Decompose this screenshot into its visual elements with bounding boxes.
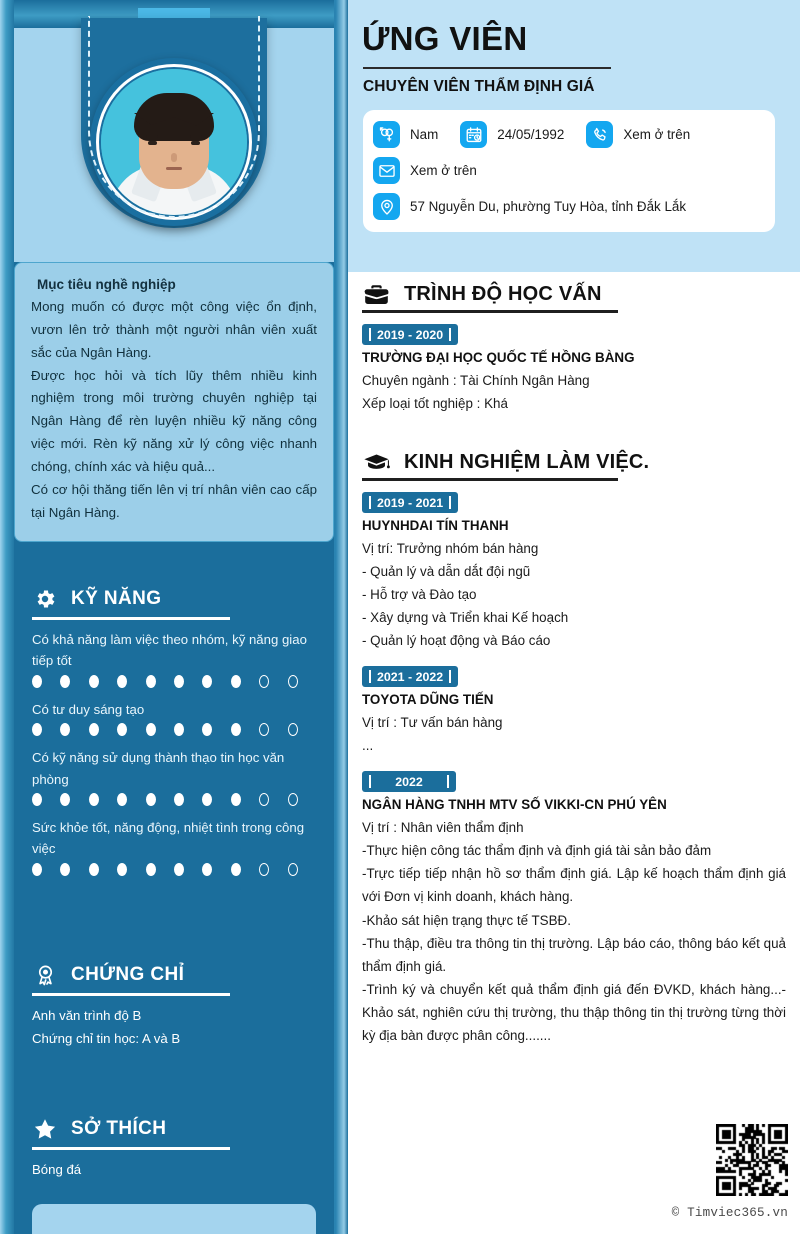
skill-rating (32, 723, 316, 736)
rating-dot-filled (117, 793, 127, 806)
date-badge (362, 492, 458, 513)
rating-dot-filled (89, 863, 99, 876)
skill-rating (32, 793, 316, 806)
rating-dot-filled (89, 793, 99, 806)
contact-email (373, 157, 477, 184)
rating-dot-empty (288, 863, 298, 876)
photo-area (14, 0, 334, 262)
experience-header (362, 450, 786, 474)
rating-dot-empty (259, 723, 269, 736)
rating-dot-empty (288, 793, 298, 806)
rating-dot-filled (89, 675, 99, 688)
rating-dot-filled (231, 863, 241, 876)
award-medal-icon (32, 962, 58, 988)
badge-bar (449, 328, 451, 341)
briefcase-icon (362, 282, 390, 306)
skill-label: Sức khỏe tốt, năng động, nhiệt tình trong công việc (32, 819, 305, 857)
organization-name: NGÂN HÀNG TNHH MTV SỐ VIKKI-CN PHÚ YÊN (362, 797, 667, 813)
entry-line: Chuyên ngành : Tài Chính Ngân Hàng (362, 373, 590, 388)
contact-row (373, 193, 765, 220)
skill-rating (32, 863, 316, 876)
rating-dot-empty (288, 675, 298, 688)
rating-dot-filled (146, 675, 156, 688)
sidebar (0, 0, 348, 1234)
skill-rating (32, 675, 316, 688)
entry-line: ... (362, 738, 374, 754)
date-badge (362, 324, 458, 345)
rating-dot-filled (32, 723, 42, 736)
timeline-entry (362, 492, 786, 652)
contact-phone (586, 121, 690, 148)
header-panel (348, 0, 800, 272)
entry-line: - Hỗ trợ và Đào tạo (362, 587, 477, 603)
education-list (362, 324, 786, 415)
rating-dot-filled (202, 793, 212, 806)
skills-section (14, 586, 334, 887)
rating-dot-empty (288, 723, 298, 736)
objective-paragraph: Được học hỏi và tích lũy thêm nhiều kinh nghiệm trong môi trường chuyên nghiệp tại Ngân Hàng để rèn luyện nhiều kỹ năng công việc mới. Rèn kỹ năng xử lý công việc nhanh chóng, chính xác và hiệu quả... (31, 367, 317, 475)
mail-icon (373, 157, 400, 184)
rating-dot-filled (32, 793, 42, 806)
rating-dot-empty (259, 675, 269, 688)
badge-bar (449, 496, 451, 509)
certificate-item: Chứng chỉ tin học: A và B (32, 1030, 181, 1046)
badge-stitching (88, 16, 260, 218)
contact-row (373, 157, 765, 184)
gear-icon (32, 586, 58, 612)
career-objective-card (14, 262, 334, 542)
entry-line: -Trình ký và chuyển kết quả thẩm định giá đến ĐVKD, khách hàng...-Khảo sát, nghiên cứu thị trường, thu thập thông tin thị trường từng thời kỳ địa bàn được phân công....... (362, 981, 786, 1043)
certificates-title: CHỨNG CHỈ (71, 964, 185, 985)
rating-dot-filled (174, 675, 184, 688)
phone-value: Xem ở trên (623, 127, 691, 142)
contact-card (363, 110, 775, 232)
entry-line: Vị trí : Tư vấn bán hàng (362, 715, 503, 731)
rating-dot-filled (117, 723, 127, 736)
timeline-entry (362, 771, 786, 1046)
contact-row (373, 121, 765, 148)
star-icon (32, 1116, 58, 1142)
email-value: Xem ở trên (410, 163, 477, 178)
rating-dot-filled (202, 723, 212, 736)
contact-birthday (460, 121, 564, 148)
date-range: 2019 - 2020 (377, 327, 444, 342)
hobbies-list (32, 1159, 316, 1181)
rating-dot-filled (231, 723, 241, 736)
title-divider (363, 67, 611, 69)
contact-address (373, 193, 686, 220)
date-range: 2019 - 2021 (377, 495, 444, 510)
certificates-list (32, 1005, 316, 1050)
rating-dot-filled (60, 723, 70, 736)
education-section (362, 282, 786, 415)
education-title: TRÌNH ĐỘ HỌC VẤN (404, 282, 602, 305)
rating-dot-filled (32, 675, 42, 688)
birthday-value: 24/05/1992 (497, 127, 565, 142)
rating-dot-filled (60, 793, 70, 806)
skills-title: KỸ NĂNG (71, 588, 162, 609)
rating-dot-filled (146, 863, 156, 876)
hobbies-header (32, 1116, 316, 1142)
entry-line: -Trực tiếp tiếp nhận hồ sơ thẩm định giá. Lập kế hoạch thẩm định giá với Đơn vị kinh doanh, khách hàng. (362, 866, 786, 905)
qr-code-wrap (716, 1124, 788, 1196)
rating-dot-filled (231, 675, 241, 688)
skill-label: Có kỹ năng sử dụng thành thạo tin học văn phòng (32, 750, 285, 787)
rating-dot-empty (259, 863, 269, 876)
bottom-placeholder-card (32, 1204, 316, 1234)
phone-icon (586, 121, 613, 148)
experience-title: KINH NGHIỆM LÀM VIỆC. (404, 450, 650, 473)
entry-line: -Khảo sát hiện trạng thực tế TSBĐ. (362, 912, 571, 928)
rating-dot-filled (202, 863, 212, 876)
rating-dot-filled (117, 863, 127, 876)
entry-line: Xếp loại tốt nghiệp : Khá (362, 396, 508, 412)
badge-bar (447, 775, 449, 788)
rating-dot-filled (231, 793, 241, 806)
entry-line: -Thực hiện công tác thẩm định và định giá tài sản bảo đảm (362, 843, 712, 859)
entry-line: - Quản lý hoạt động và Báo cáo (362, 633, 551, 649)
rating-dot-filled (146, 793, 156, 806)
badge-bar (449, 670, 451, 683)
experience-list (362, 492, 786, 1047)
organization-name: TRƯỜNG ĐẠI HỌC QUỐC TẾ HỒNG BÀNG (362, 350, 635, 365)
objective-title: Mục tiêu nghề nghiệp (37, 277, 176, 292)
organization-name: HUYNHDAI TÍN THANH (362, 518, 509, 533)
rating-dot-filled (146, 723, 156, 736)
organization-name: TOYOTA DŨNG TIẾN (362, 692, 494, 708)
objective-paragraph: Có cơ hội thăng tiến lên vị trí nhân viên cao cấp tại Ngân Hàng. (31, 481, 317, 520)
location-pin-icon (373, 193, 400, 220)
skills-header (32, 586, 316, 612)
skills-divider (32, 617, 230, 620)
gender-icon (373, 121, 400, 148)
rating-dot-filled (202, 675, 212, 688)
date-range: 2021 - 2022 (377, 669, 444, 684)
education-divider (362, 310, 618, 313)
rating-dot-empty (259, 793, 269, 806)
rating-dot-filled (174, 863, 184, 876)
skill-label: Có tư duy sáng tạo (32, 701, 145, 717)
date-badge (362, 666, 458, 687)
experience-section (362, 450, 786, 1047)
gender-value: Nam (410, 127, 439, 142)
entry-line: - Quản lý và dẫn dắt đội ngũ (362, 564, 531, 580)
qr-code (716, 1124, 788, 1196)
rating-dot-filled (174, 723, 184, 736)
certificates-header (32, 962, 316, 988)
entry-line: Vị trí : Nhân viên thẩm định (362, 820, 524, 836)
entry-line: -Thu thập, điều tra thông tin thị trường. Lập báo cáo, thông báo kết quả thẩm định giá. (362, 935, 786, 974)
rating-dot-filled (60, 863, 70, 876)
skill-label: Có khả năng làm việc theo nhóm, kỹ năng giao tiếp tốt (32, 632, 307, 669)
job-title: CHUYÊN VIÊN THẨM ĐỊNH GIÁ (363, 78, 595, 95)
hobbies-divider (32, 1147, 230, 1150)
date-badge (362, 771, 456, 792)
date-range: 2022 (395, 774, 423, 789)
hobby-item: Bóng đá (32, 1162, 82, 1177)
rating-dot-filled (60, 675, 70, 688)
certificates-divider (32, 993, 230, 996)
experience-divider (362, 478, 618, 481)
page-title: ỨNG VIÊN (362, 20, 528, 57)
calendar-clock-icon (460, 121, 487, 148)
education-header (362, 282, 786, 306)
entry-line: Vị trí: Trưởng nhóm bán hàng (362, 541, 539, 556)
footer-credit: © Timviec365.vn (671, 1206, 788, 1220)
timeline-entry (362, 666, 786, 757)
timeline-entry (362, 324, 786, 415)
hobbies-section (14, 1116, 334, 1181)
objective-paragraph: Mong muốn có được một công việc ổn định, vươn lên trở thành một người nhân viên xuất sắc của Ngân Hàng. (31, 299, 317, 360)
main-column (348, 0, 800, 1234)
rating-dot-filled (89, 723, 99, 736)
address-value: 57 Nguyễn Du, phường Tuy Hòa, tỉnh Đắk Lắk (410, 199, 687, 214)
skills-list (32, 629, 316, 876)
rating-dot-filled (32, 863, 42, 876)
rating-dot-filled (174, 793, 184, 806)
contact-gender (373, 121, 438, 148)
entry-line: - Xây dựng và Triển khai Kế hoạch (362, 610, 569, 626)
rating-dot-filled (117, 675, 127, 688)
graduation-cap-icon (362, 450, 390, 474)
certificates-section (14, 962, 334, 1050)
certificate-item: Anh văn trình độ B (32, 1008, 142, 1023)
hobbies-title: SỞ THÍCH (71, 1118, 167, 1139)
